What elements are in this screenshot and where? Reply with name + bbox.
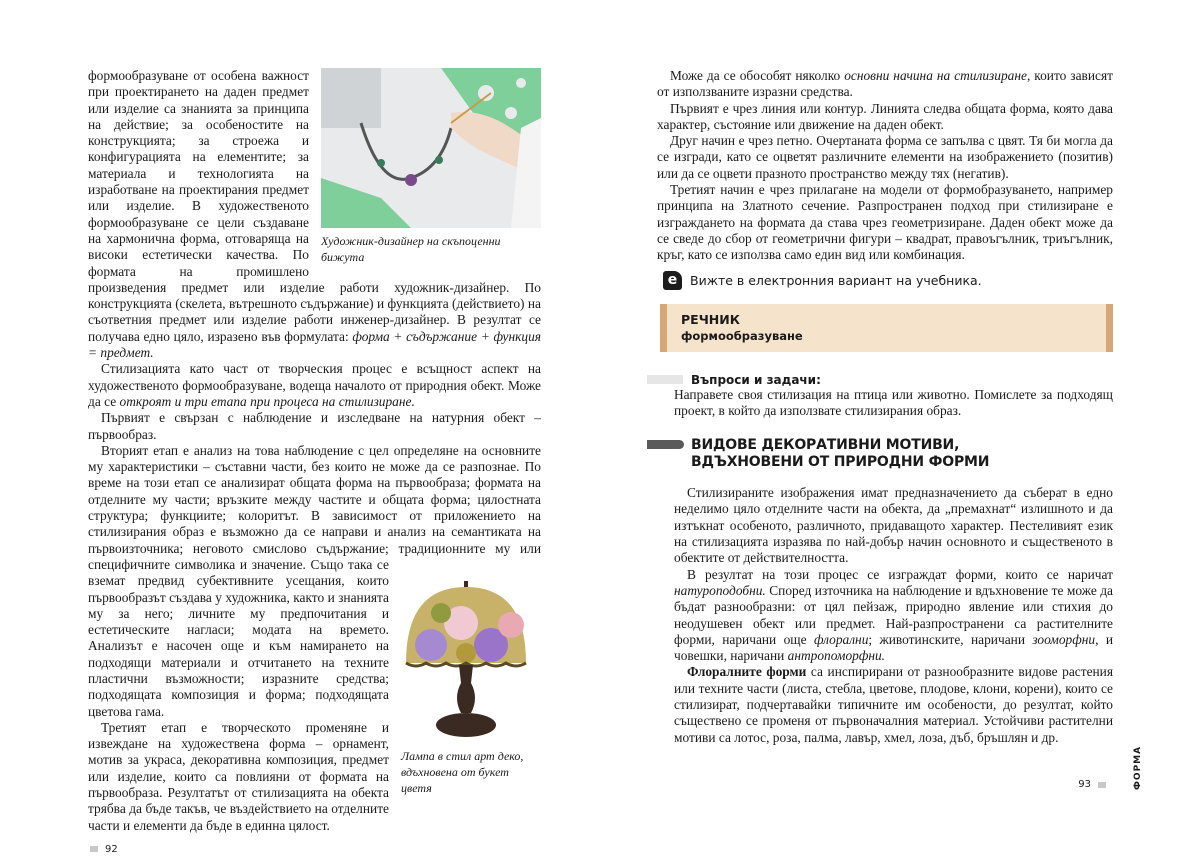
text: Може да се обособят няколко bbox=[670, 68, 845, 83]
e-book-icon: e bbox=[663, 271, 682, 290]
bold-term: Флоралните форми bbox=[687, 664, 807, 680]
figure-jewelry-designer bbox=[321, 68, 541, 273]
page-number: 93 bbox=[1078, 779, 1091, 790]
paragraph: Друг начин е чрез петно. Очертаната форма се запълва с цвят. Тя би могла да се изгради, като се оцветят различните елементи на изображението (позитив) или да се оцвети празното пространство между тях (негатив). bbox=[657, 133, 1113, 181]
left-page-text bbox=[88, 68, 541, 834]
paragraph: Стилизираните изображения имат предназначението да съберат в едно неделимо цяло отделните части на обекта, да „премахнат“ излишното и да изтъкнат особеното, различното, придаващото характер. Пестеливият език на стилизацията изразява по най-добър начин основното и същественото в обектите от действителността. bbox=[674, 485, 1113, 566]
paragraph bbox=[674, 567, 1113, 665]
questions-title: Въпроси и задачи: bbox=[691, 372, 821, 387]
paragraph: Първият е чрез линия или контур. Линията следва общата форма, която дава характер, състояние или движение на даден обект. bbox=[657, 100, 1113, 132]
right-page-body bbox=[674, 485, 1113, 746]
text: Стилизацията като част от творческия процес е всъщност аспект на художественото формообразуване, водеща началото от природния обект. Може да се bbox=[88, 361, 541, 409]
emphasis: натуроподобни. bbox=[674, 582, 766, 598]
heading-bar bbox=[647, 440, 684, 449]
figure-tiffany-lamp bbox=[401, 573, 541, 802]
right-page bbox=[647, 68, 1113, 790]
dictionary-box bbox=[660, 304, 1113, 352]
page-number-right bbox=[1078, 769, 1106, 790]
text: формообразуване от особена важност при проектирането на даден предмет или изделие са знанията за принципа на действие; за особеностите на конструкцията; за строежа и конфигурацията на елементите; за материала и технологията на изработване на проектирания предмет или изделие. В художественото формообразуване се цели създаване на хармонична форма, отговаряща на високи естетически качества. По формата на промишлено произведения предмет или изделие работи художник-дизайнер. По конструкцията (скелета, вътрешното съдържание) и функцията (действието) на съответния предмет или изделие работи инженер-дизайнер. В резултат се получава едно цяло, изразено във формулата: bbox=[88, 68, 541, 344]
lamp-photo bbox=[401, 573, 531, 743]
section-bar bbox=[647, 375, 683, 384]
paragraph: Третият етап е творческото променяне и извеждане на художествена форма – орнамент, мотив за украса, декоративна композиция, предмет или изделие, които са повлияни от формата на първообраза. Резултатът от стилизацията на обекта трябва да бъде такъв, че въздействието на отделните части и елементи да бъде в единна цялост. bbox=[88, 719, 389, 833]
emphasis: зооморфни bbox=[1032, 631, 1096, 647]
page-marker bbox=[90, 846, 98, 852]
formula: форма + съдържание + функция = предмет. bbox=[88, 328, 541, 361]
text: Според източника на наблюдение и вдъхновение те може да бъдат разнообразни: от цял пейзаж, природно явление или стихия до неодушевен обект или предмет. Най-разпространени са растителните форми, наричани още bbox=[674, 582, 1113, 647]
heading-line: ВИДОВЕ ДЕКОРАТИВНИ МОТИВИ, bbox=[691, 437, 960, 454]
text: са инспирирани от разнообразните видове растения или техните части (листа, стебла, цветове, плодове, клони, корени), които се стилизират, подчертавайки типичните им особености, до резултат, който съществено се променя от първоначалния материал. Устойчиви растителни мотиви са лотос, роза, палма, лавър, хмел, лоза, дъб, бръшлян и др. bbox=[674, 664, 1114, 745]
page-number-left bbox=[90, 834, 541, 855]
figure1-caption: Художник-дизайнер на скъпоценни бижута bbox=[321, 234, 501, 264]
text: В резултат на този процес се изграждат форми, които се наричат bbox=[687, 566, 1113, 582]
paragraph bbox=[88, 361, 541, 410]
paragraph: Първият е свързан с наблюдение и изследване на натурния обект – първообраз. bbox=[88, 410, 541, 442]
ebook-note-text: Вижте в електронния вариант на учебника. bbox=[690, 272, 982, 288]
jewelry-designer-photo bbox=[321, 68, 541, 228]
text: , които зависят от използваните изразни средства. bbox=[657, 68, 1113, 100]
questions-section bbox=[647, 373, 1113, 420]
paragraph: Третият начин е чрез прилагане на модели от формобразуването, например принципа на Златното сечение. Разпространен подход при стилизиране е изграждането на формата да става чрез геометризиране. Даден обект може да се сведе до сбор от геометрични фигури – квадрат, правоъгълник, триъгълник, кръг, като се използва само един вид или комбинация. bbox=[657, 182, 1113, 263]
ebook-note[interactable] bbox=[663, 271, 1113, 290]
page-number: 92 bbox=[105, 843, 118, 855]
emphasis: откроят и три етапа при процеса на стилизиране. bbox=[119, 393, 415, 409]
section-heading bbox=[647, 437, 1113, 471]
left-page bbox=[88, 68, 541, 855]
section-label: ФОРМА bbox=[1133, 745, 1143, 790]
dictionary-term: формообразуване bbox=[681, 328, 803, 343]
paragraph: Вторият етап е анализ на това наблюдение с цел определяне на основните му характеристики – съставни части, без които не може да се разпознае. По време на този етап се анализират общата форма на първообраза; формата на отделните му части; връзките между частите и общата форма; цялостната структура; функциите; колоритът. В зависимост от приложението на стилизирания образ е възможно да се направи и анализ на семантиката на първоизточника; неговото смислово съдържание; традиционните му или специфичните символика и значение. Също така се вземат предвид субективните усещания, които първообразът създава у художника, както и знанията му за него; личните му предпочитания и естетическите нагласи; модата на времето. Анализът е насочен още и към намирането на подходящи материали и отчитането на техните пластични възможности; изразните средства; подходящата композиция и форма; подходящата цветова гама. bbox=[88, 442, 541, 719]
emphasis: антропоморфни. bbox=[787, 648, 886, 664]
right-page-intro bbox=[657, 68, 1113, 264]
dictionary-title: РЕЧНИК bbox=[681, 311, 740, 327]
text: , и човешки, наричани bbox=[674, 631, 1113, 664]
emphasis: основни начина на стилизиране bbox=[844, 68, 1027, 83]
figure2-caption: Лампа в стил арт деко, вдъхновена от букет цветя bbox=[401, 748, 524, 795]
heading-line: ВДЪХНОВЕНИ ОТ ПРИРОДНИ ФОРМИ bbox=[691, 454, 990, 471]
emphasis: флорални bbox=[813, 631, 869, 647]
page-marker bbox=[1098, 782, 1106, 788]
paragraph bbox=[674, 664, 1113, 745]
questions-text: Направете своя стилизация на птица или животно. Помислете за подходящ проект, в който да използвате стилизирания образ. bbox=[674, 386, 1113, 418]
text: ; животинските, наричани bbox=[868, 631, 1033, 647]
paragraph bbox=[657, 68, 1113, 101]
